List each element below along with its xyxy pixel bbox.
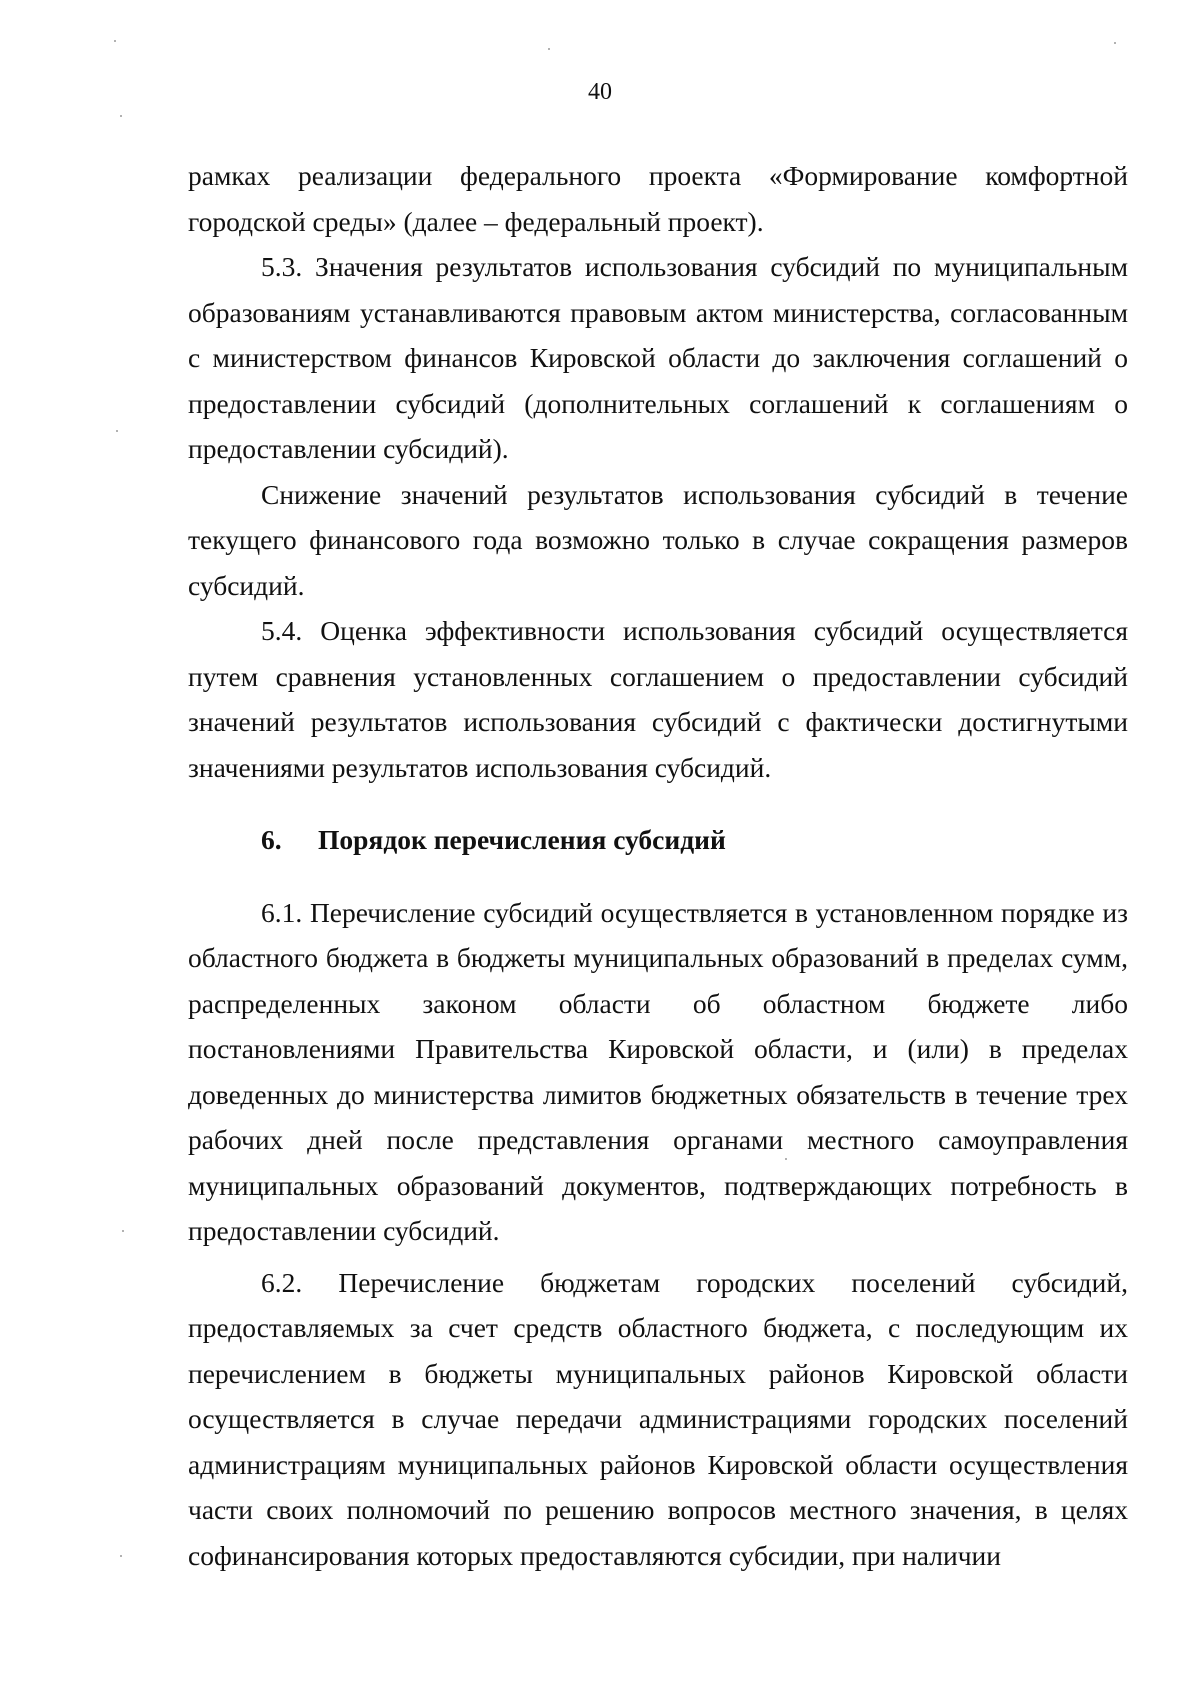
section-heading <box>188 817 1128 863</box>
paragraph-continuation: рамках реализации федерального проекта «Формирование комфортной городской среды» (далее – федеральный проект). <box>188 160 1128 237</box>
paragraph-6-2: 6.2. Перечисление бюджетам городских поселений субсидий, предоставляемых за счет средств областного бюджета, с последующим их перечислением в бюджеты муниципальных районов Кировской области осуществляется в случае передачи администрациями городских поселений администрациям муниципальных районов Кировской области осуществления части своих полномочий по решению вопросов местного значения, в целях софинансирования которых предоставляются субсидии, при наличии <box>188 1266 1128 1571</box>
paragraph-reduction: Снижение значений результатов использования субсидий в течение текущего финансового года возможно только в случае сокращения размеров субсидий. <box>188 478 1128 601</box>
paragraph-5-3: 5.3. Значения результатов использования субсидий по муниципальным образованиям устанавливаются правовым актом министерства, согласованным с министерством финансов Кировской области до заключения соглашений о предоставлении субсидий (дополнительных соглашений к соглашениям о предоставлении субсидий). <box>188 251 1128 464</box>
scan-speck <box>120 1555 122 1557</box>
section-number: 6. <box>261 824 282 855</box>
scan-speck <box>116 430 118 432</box>
document-body <box>188 153 1128 1578</box>
scan-speck <box>785 1158 787 1160</box>
section-title: Порядок перечисления субсидий <box>318 824 726 855</box>
scan-speck <box>120 115 122 117</box>
scan-speck <box>122 1230 124 1232</box>
scan-speck <box>548 48 550 50</box>
paragraph-5-4: 5.4. Оценка эффективности использования субсидий осуществляется путем сравнения установленных соглашением о предоставлении субсидий значений результатов использования субсидий с фактически достигнутыми значениями результатов использования субсидий. <box>188 615 1128 783</box>
scan-speck <box>114 40 116 42</box>
page-number: 40 <box>588 79 612 105</box>
scan-speck <box>1114 42 1116 44</box>
paragraph-6-1: 6.1. Перечисление субсидий осуществляется в установленном порядке из областного бюджета в бюджеты муниципальных образований в пределах сумм, распределенных законом области об областном бюджете либо постановлениями Правительства Кировской области, и (или) в пределах доведенных до министерства лимитов бюджетных обязательств в течение трех рабочих дней после представления органами местного самоуправления муниципальных образований документов, подтверждающих потребность в предоставлении субсидий. <box>188 896 1128 1246</box>
